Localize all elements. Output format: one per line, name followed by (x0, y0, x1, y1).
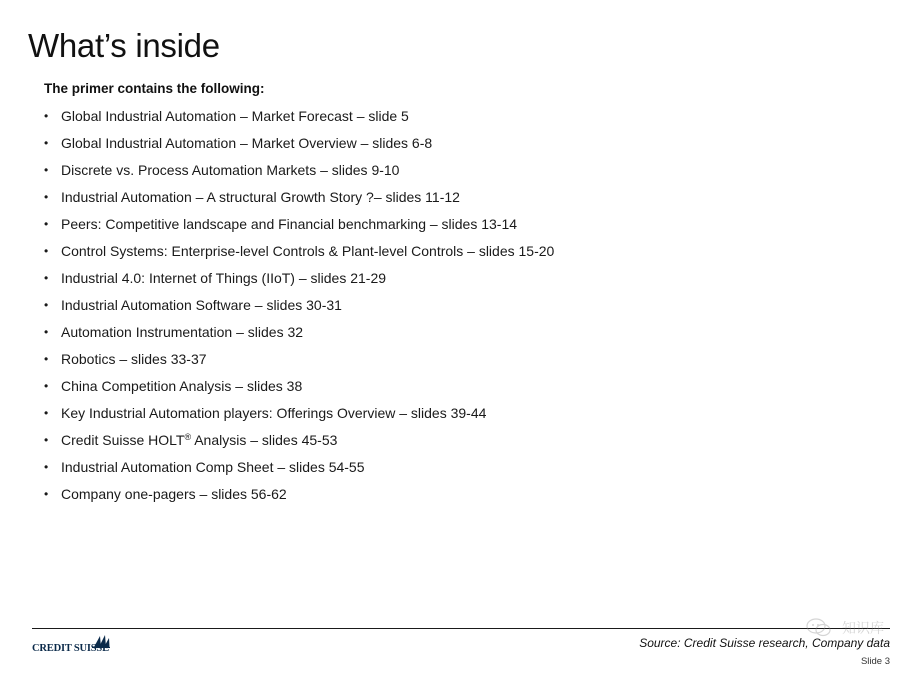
bullet-icon: • (44, 163, 49, 177)
source-note: Source: Credit Suisse research, Company data (639, 636, 890, 650)
contents-item (44, 215, 554, 242)
bullet-icon: • (44, 244, 49, 258)
contents-item-text: Key Industrial Automation players: Offerings Overview – slides 39-44 (61, 405, 487, 421)
contents-item (44, 134, 554, 161)
contents-item (44, 377, 554, 404)
contents-item (44, 107, 554, 134)
contents-item-text: Discrete vs. Process Automation Markets – slides 9-10 (61, 162, 400, 178)
intro-text: The primer contains the following: (44, 81, 265, 96)
credit-suisse-logo (30, 634, 110, 656)
registered-mark: ® (184, 432, 192, 442)
bullet-icon: • (44, 433, 49, 447)
contents-item (44, 404, 554, 431)
contents-item-text: Robotics – slides 33-37 (61, 351, 207, 367)
bullet-icon: • (44, 406, 49, 420)
contents-item-text: Global Industrial Automation – Market Forecast – slide 5 (61, 108, 409, 124)
contents-item-text: Industrial Automation Software – slides 30-31 (61, 297, 342, 313)
contents-item (44, 188, 554, 215)
bullet-icon: • (44, 217, 49, 231)
contents-item-text: Industrial Automation – A structural Growth Story ?– slides 11-12 (61, 189, 460, 205)
contents-item-text: Control Systems: Enterprise-level Controls & Plant-level Controls – slides 15-20 (61, 243, 555, 259)
bullet-icon: • (44, 379, 49, 393)
contents-item (44, 323, 554, 350)
contents-item (44, 242, 554, 269)
contents-item-text: Global Industrial Automation – Market Overview – slides 6-8 (61, 135, 433, 151)
bullet-icon: • (44, 136, 49, 150)
contents-item-text: China Competition Analysis – slides 38 (61, 378, 303, 394)
logo-wordmark: CREDIT SUISSE (32, 643, 109, 654)
contents-item (44, 269, 554, 296)
contents-item (44, 296, 554, 323)
wechat-icon (806, 618, 832, 638)
bullet-icon: • (44, 190, 49, 204)
contents-item (44, 161, 554, 188)
contents-item-text: Peers: Competitive landscape and Financial benchmarking – slides 13-14 (61, 216, 518, 232)
contents-item (44, 350, 554, 377)
contents-item-text: Automation Instrumentation – slides 32 (61, 324, 304, 340)
bullet-icon: • (44, 487, 49, 501)
contents-item-text: Industrial Automation Comp Sheet – slides 54-55 (61, 459, 365, 475)
contents-list (44, 107, 554, 512)
contents-item-text: Credit Suisse HOLT (61, 432, 185, 448)
slide-number: Slide 3 (860, 656, 890, 667)
contents-item-text: Industrial 4.0: Internet of Things (IIoT) – slides 21-29 (61, 270, 387, 286)
bullet-icon: • (44, 271, 49, 285)
bullet-icon: • (44, 109, 49, 123)
watermark-text: 知识库 (842, 621, 884, 637)
bullet-icon: • (44, 325, 49, 339)
bullet-icon: • (44, 460, 49, 474)
slide-title: What’s inside (28, 27, 220, 64)
bullet-icon: • (44, 352, 49, 366)
contents-item-text: Company one-pagers – slides 56-62 (61, 486, 287, 502)
contents-item (44, 458, 554, 485)
contents-item (44, 485, 554, 512)
contents-item (44, 431, 554, 458)
contents-item-suffix: Analysis – slides 45-53 (191, 432, 338, 448)
bullet-icon: • (44, 298, 49, 312)
footer-divider (32, 628, 890, 629)
